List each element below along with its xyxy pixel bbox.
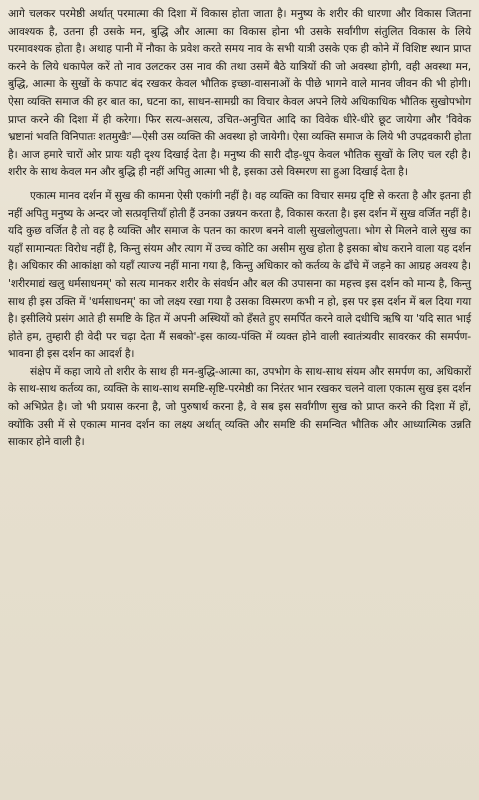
paragraph-3: संक्षेप में कहा जाये तो शरीर के साथ ही मन-बुद्धि-आत्मा का, उपभोग के साथ-साथ संयम और समर्पण का, अधिकारों के साथ-साथ कर्तव्य का, व्यक्ति के साथ-साथ समष्टि-सृष्टि-परमेष्ठी का निरंतर भान रखकर चलने वाला एकात्म सुख इस दर्शन को अभिप्रेत है। जो भी प्रयास करना है, जो पुरुषार्थ करना है, वे सब इस सर्वांगीण सुख को प्राप्त करने की दिशा में हों, क्योंकि उसी में से एकात्म मानव दर्शन का लक्ष्य अर्थात् व्यक्ति और समष्टि की समन्वित भौतिक और आध्यात्मिक उन्नति साकार होने वाली है। [8,364,471,449]
paragraph-1: आगे चलकर परमेष्ठी अर्थात् परमात्मा की दिशा में विकास होता जाता है। मनुष्य के शरीर की धारणा और विकास जितना आवश्यक है, उतना ही उसके मन, बुद्धि और आत्मा का विकास होना भी उसके सर्वांगीण संतुलित विकास के लिये परमावश्यक होता है। अथाह पानी में नौका के प्रवेश करते समय नाव के सभी यात्री उसके एक ही कोने में विशिष्ट स्थान प्राप्त करने के लिये धकापेल करें तो नाव उलटकर उस नाव की तथा उसमें बैठे यात्रियों की जो अवस्था होगी, वही अवस्था मन, बुद्धि, आत्मा के सुखों के कपाट बंद रखकर केवल भौतिक इच्छा-वासनाओं के पीछे भागने वाले मानव जीवन की भी होगी। ऐसा व्यक्ति समाज की हर बात का, घटना का, साधन-सामग्री का विचार केवल अपने लिये अधिकाधिक भौतिक सुखोपभोग प्राप्त करने की दिशा में ही करेगा। फिर सत्य-असत्य, उचित-अनुचित आदि का विवेक धीरे-धीरे छूट जायेगा और 'विवेक भ्रष्टानां भवति विनिपातः शतमुखैः'—ऐसी उस व्यक्ति की अवस्था हो जायेगी। ऐसा व्यक्ति समाज के लिये भी उपद्रवकारी होता है। आज हमारे चारों ओर प्रायः यही दृश्य दिखाई देता है। मनुष्य की सारी दौड़-धूप केवल भौतिक सुखों के लिए चल रही है। शरीर के साथ केवल मन और बुद्धि ही नहीं अपितु आत्मा भी है, इसका उसे विस्मरण सा हुआ दिखाई देता है। [8,7,471,179]
paragraph-2: एकात्म मानव दर्शन में सुख की कामना ऐसी एकांगी नहीं है। वह व्यक्ति का विचार समग्र दृष्टि से करता है और इतना ही नहीं अपितु मनुष्य के अन्दर जो सत्प्रवृत्तियाँ होती हैं उनका उन्नयन करता है, विकास करता है। इस दर्शन में सुख वर्जित नहीं है। यदि कुछ वर्जित है तो वह है व्यक्ति और समाज के पतन का कारण बनने वाली सुखलोलुपता। भोग से मिलने वाले सुख का यहाँ सामान्यतः विरोध नहीं है, किन्तु संयम और त्याग में उच्च कोटि का असीम सुख होता है इसका बोध कराने वाला यह दर्शन है। अधिकार की आकांक्षा को यहाँ त्याज्य नहीं माना गया है, किन्तु अधिकार को कर्तव्य के ढाँचे में जड़ने का आग्रह अवश्य है। 'शरीरमाद्यं खलु धर्मसाधनम्' को सत्य मानकर शरीर के संवर्धन और बल की उपासना का महत्त्व इस दर्शन को मान्य है, किन्तु साथ ही इस उक्ति में 'धर्मसाधनम्' का जो लक्ष्य रखा गया है उसका विस्मरण कभी न हो, इस पर इस दर्शन में बल दिया गया है। इसीलिये प्रसंग आते ही समष्टि के हित में अपनी अस्थियों को हँसते हुए समर्पित करने वाले दधीचि ऋषि या 'यदि सात भाई होते हम, तुम्हारी ही वेदी पर चढ़ा देता मैं सबको'-इस काव्य-पंक्ति में व्यक्त होने वाली स्वातंत्र्यवीर सावरकर की समर्पण-भावना ही इस दर्शन का आदर्श है। [8,188,471,361]
